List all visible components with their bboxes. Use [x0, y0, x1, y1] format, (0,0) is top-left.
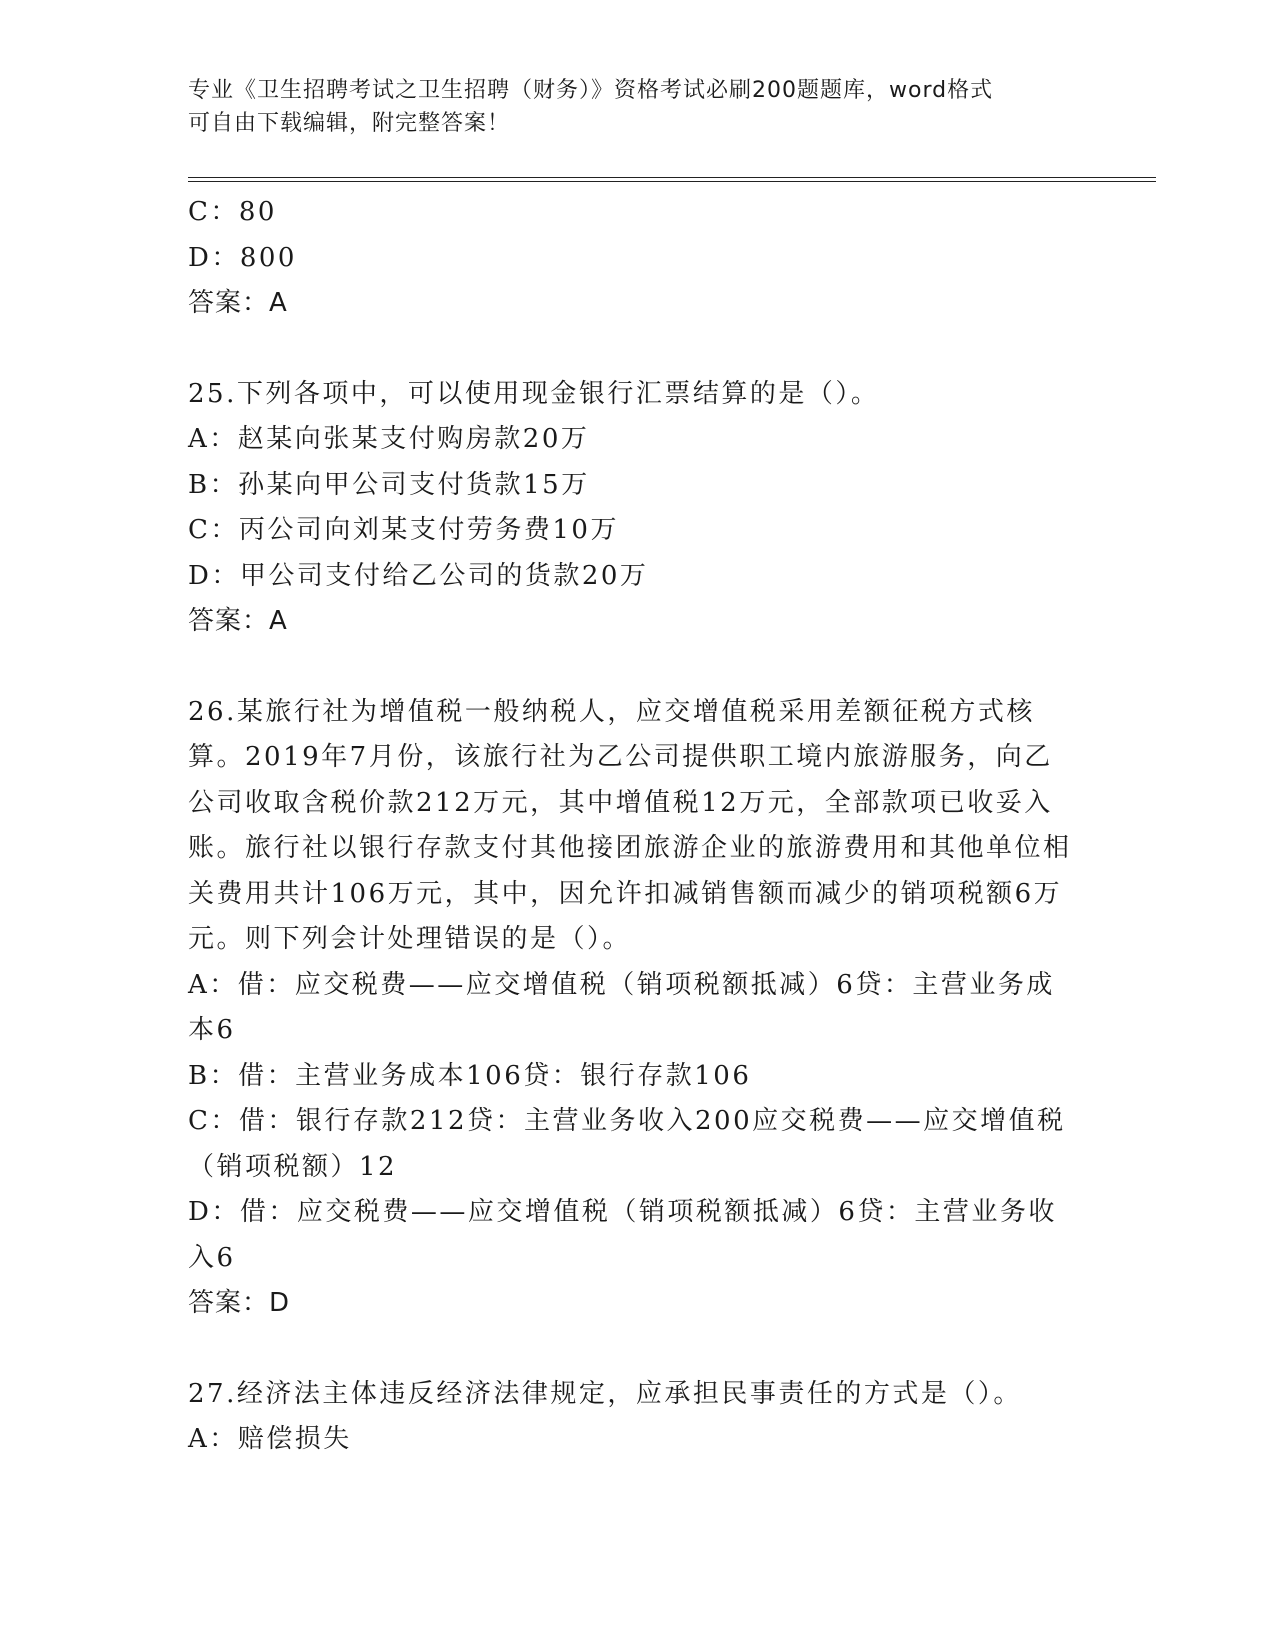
- option-a: A：赔偿损失: [188, 1424, 352, 1454]
- question-stem: 26.某旅行社为增值税一般纳税人，应交增值税采用差额征税方式核算。2019年7月份，该旅行社为乙公司提供职工境内旅游服务，向乙公司收取含税价款212万元，其中增值税12万元，全部款项已收妥入账。旅行社以银行存款支付其他接团旅游企业的旅游费用和其他单位相关费用共计106万元，其中，因允许扣减销售额而减少的销项税额6万元。则下列会计处理错误的是（）。: [188, 696, 1072, 954]
- question-stem: 25.下列各项中，可以使用现金银行汇票结算的是（）。: [188, 378, 880, 409]
- spacer: [188, 645, 1078, 690]
- header-divider-bottom: [188, 181, 1156, 182]
- answer-line: 答案：A: [188, 288, 288, 318]
- header-title-line-2: 可自由下载编辑，附完整答案！: [188, 111, 511, 136]
- question-stem: 27.经济法主体违反经济法律规定，应承担民事责任的方式是（）。: [188, 1378, 1022, 1409]
- option-a: A：赵某向张某支付购房款20万: [188, 424, 590, 454]
- spacer: [188, 327, 1078, 372]
- question-24-tail: [188, 190, 1078, 327]
- option-a: A：借：应交税费——应交增值税（销项税额抵减）6贷：主营业务成本6: [188, 969, 1055, 1045]
- option-c: C：借：银行存款212贷：主营业务收入200应交税费——应交增值税（销项税额）12: [188, 1106, 1066, 1182]
- option-b: B：借：主营业务成本106贷：银行存款106: [188, 1060, 752, 1091]
- question-list: [188, 190, 1078, 1463]
- option-c: C：80: [188, 197, 277, 227]
- question-27: [188, 1372, 1078, 1463]
- question-25: [188, 372, 1078, 645]
- document-header: [188, 74, 1088, 140]
- answer-line: 答案：A: [188, 606, 288, 636]
- option-d: D：借：应交税费——应交增值税（销项税额抵减）6贷：主营业务收入6: [188, 1197, 1057, 1273]
- spacer: [188, 1327, 1078, 1372]
- option-b: B：孙某向甲公司支付货款15万: [188, 469, 590, 500]
- header-title-line-1: 专业《卫生招聘考试之卫生招聘（财务）》资格考试必刷200题题库，word格式: [188, 78, 994, 103]
- answer-line: 答案：D: [188, 1288, 291, 1318]
- question-26: [188, 690, 1078, 1327]
- option-d: D：甲公司支付给乙公司的货款20万: [188, 560, 649, 591]
- option-c: C：丙公司向刘某支付劳务费10万: [188, 515, 619, 545]
- header-divider-top: [188, 177, 1156, 178]
- option-d: D：800: [188, 242, 297, 273]
